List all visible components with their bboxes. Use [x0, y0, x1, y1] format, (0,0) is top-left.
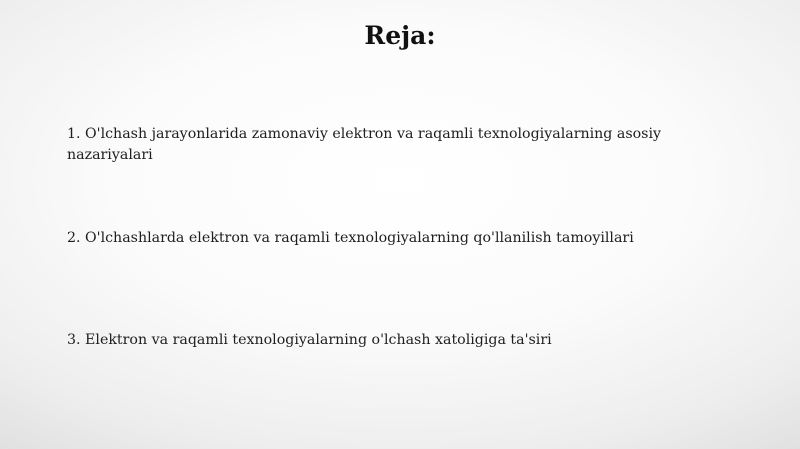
plan-item-3: 3. Elektron va raqamli texnologiyalarning o'lchash xatoligiga ta'siri — [67, 332, 552, 348]
plan-item-2: 2. O'lchashlarda elektron va raqamli texnologiyalarning qo'llanilish tamoyillari — [67, 230, 634, 246]
slide-title: Reja: — [364, 21, 436, 50]
plan-item-1: 1. O'lchash jarayonlarida zamonaviy elektron va raqamli texnologiyalarning asosiy nazariyalari — [67, 126, 661, 163]
